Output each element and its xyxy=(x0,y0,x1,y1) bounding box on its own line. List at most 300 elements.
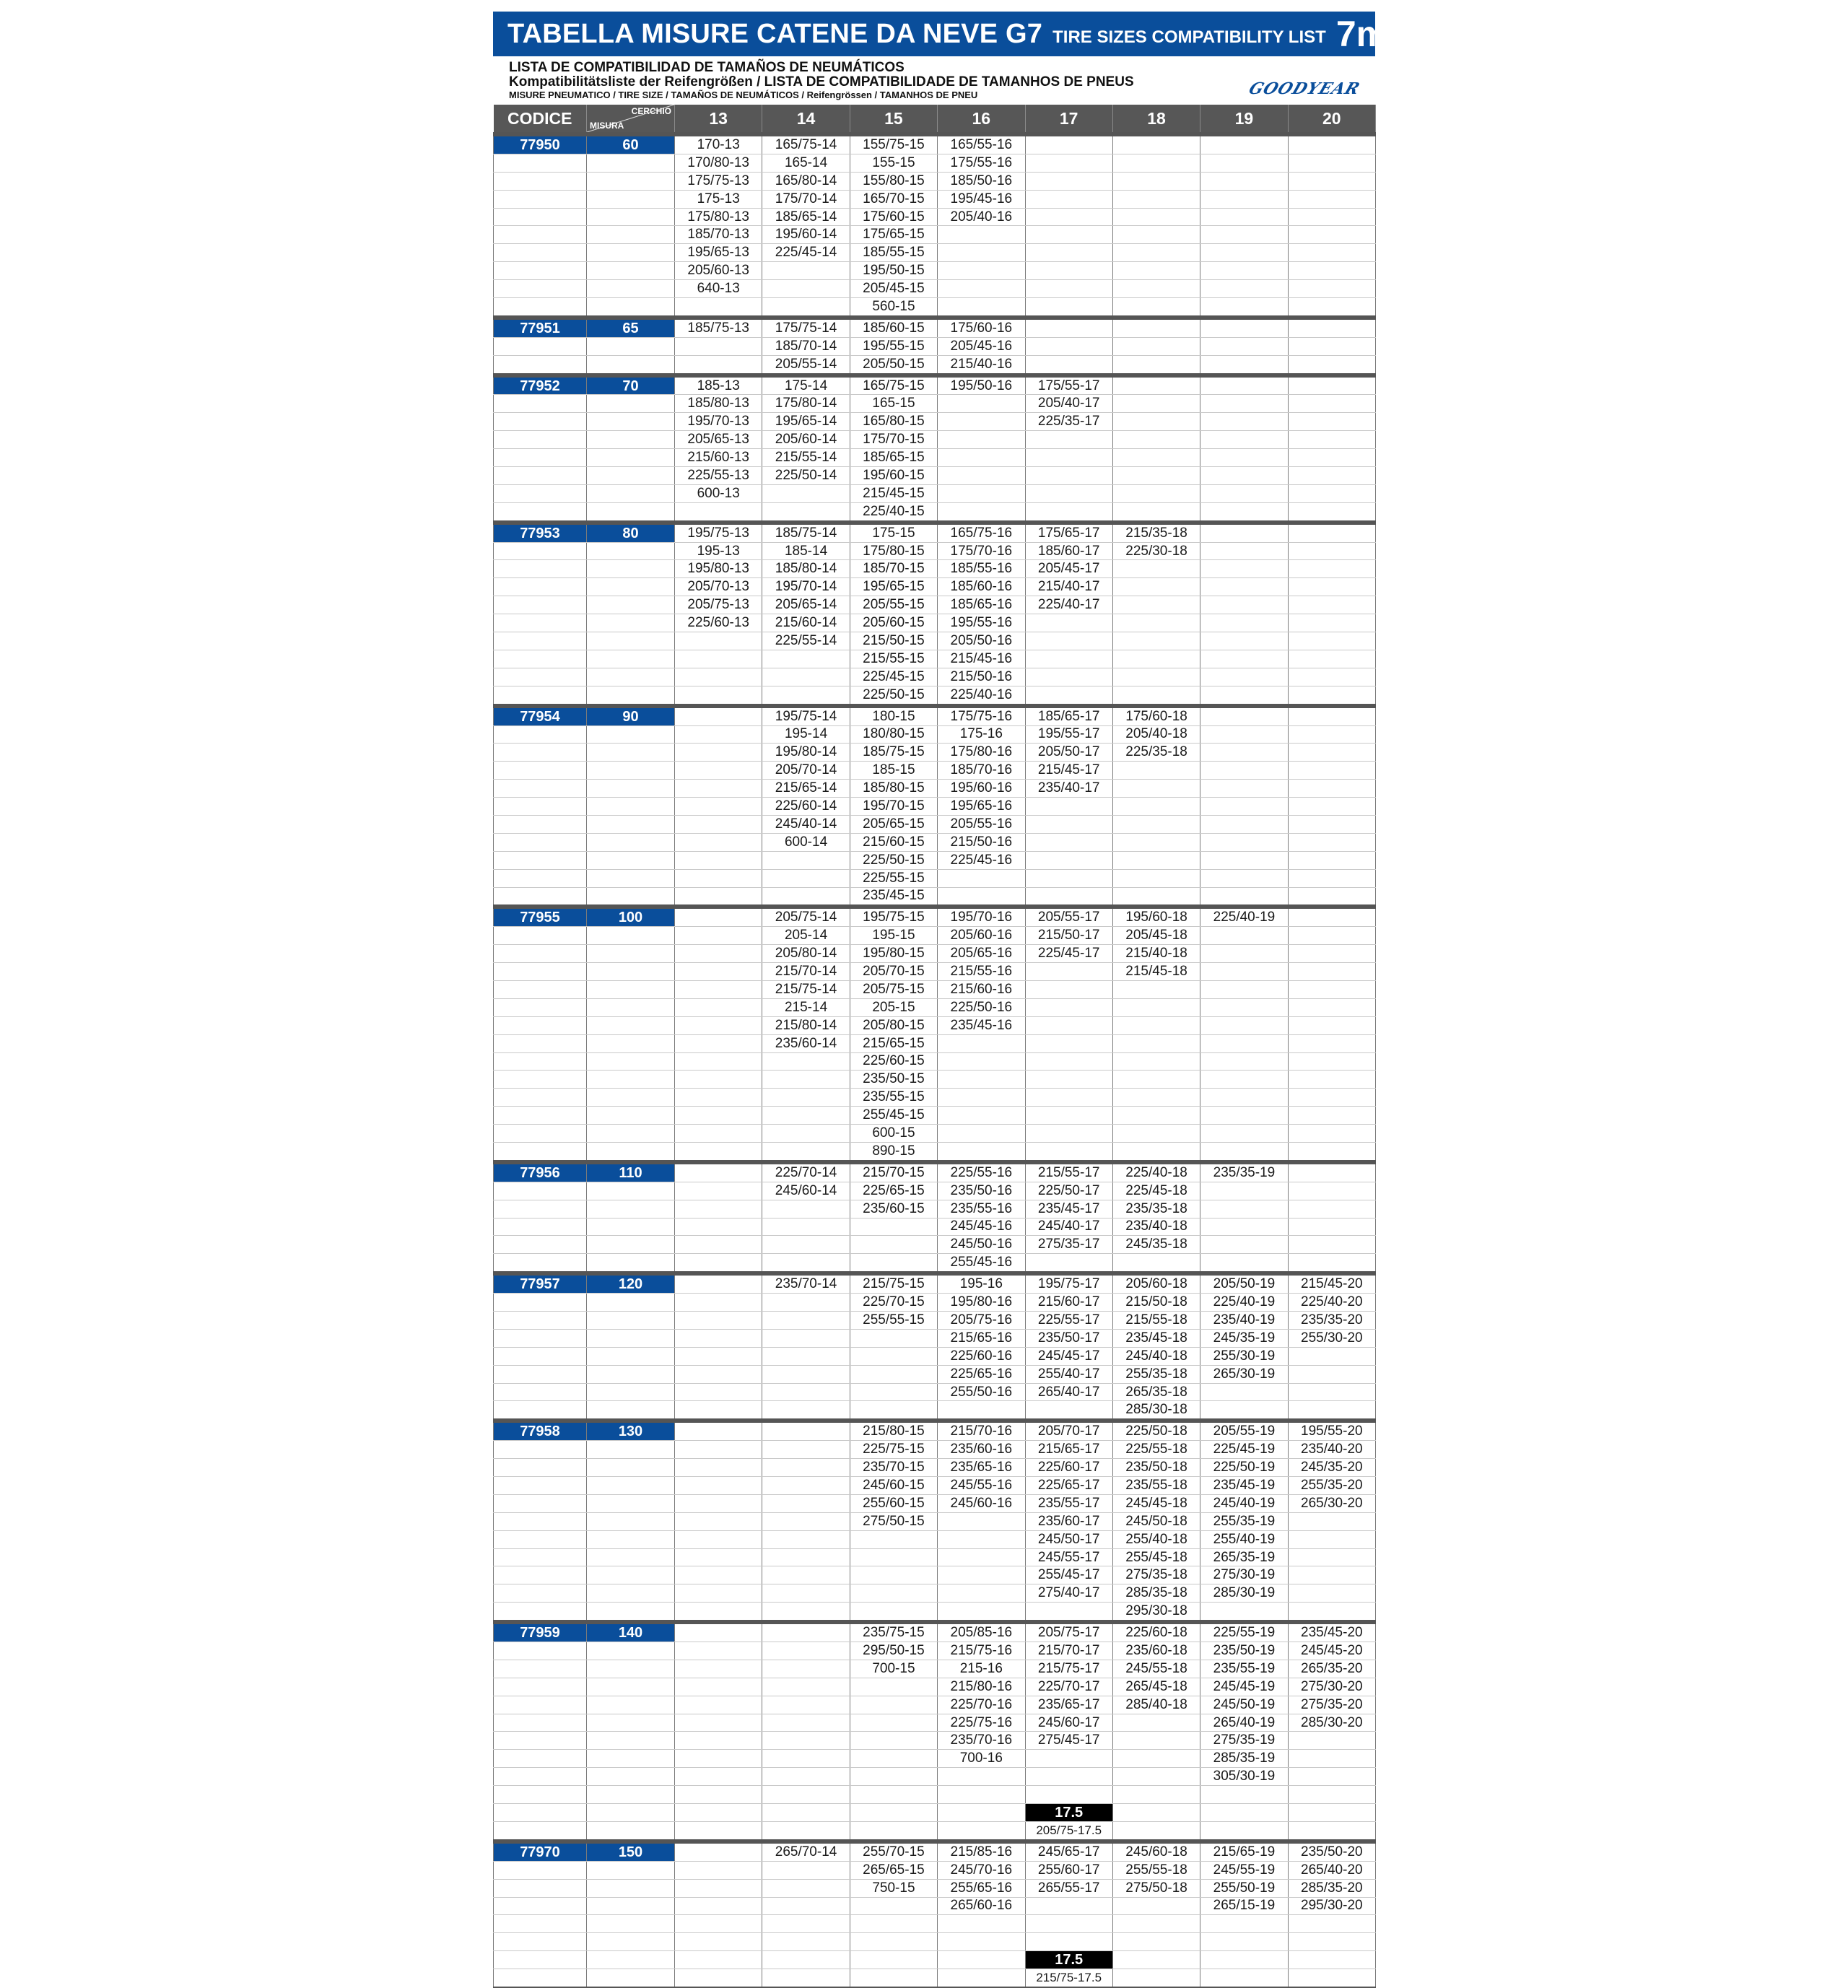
empty-cell xyxy=(1200,1603,1288,1622)
empty-cell xyxy=(762,1584,850,1603)
tire-size-cell: 225/45-18 xyxy=(1112,1182,1200,1200)
tire-size-cell: 245/70-16 xyxy=(938,1861,1025,1879)
table-row xyxy=(494,1459,1376,1477)
empty-cell xyxy=(1025,632,1112,650)
empty-cell xyxy=(1288,815,1375,833)
empty-cell xyxy=(494,1584,587,1603)
table-row xyxy=(494,686,1376,705)
empty-cell xyxy=(675,1421,762,1440)
tire-size-cell: 225/55-19 xyxy=(1200,1622,1288,1642)
empty-cell xyxy=(1025,1915,1112,1933)
tire-size-cell: 205/60-15 xyxy=(850,614,937,632)
empty-cell xyxy=(938,1566,1025,1584)
tire-size-cell: 245/60-16 xyxy=(938,1494,1025,1512)
table-row xyxy=(494,1660,1376,1678)
tire-size-cell: 235/60-16 xyxy=(938,1441,1025,1459)
empty-cell xyxy=(587,1879,675,1897)
empty-cell xyxy=(762,1879,850,1897)
empty-cell xyxy=(1112,887,1200,907)
empty-cell xyxy=(762,1459,850,1477)
empty-cell xyxy=(587,262,675,280)
tire-size-cell: 205/40-17 xyxy=(1025,395,1112,413)
empty-cell xyxy=(587,1089,675,1107)
tire-size-cell: 205/50-16 xyxy=(938,632,1025,650)
tire-size-cell: 205/55-17 xyxy=(1025,907,1112,926)
empty-cell xyxy=(587,1548,675,1566)
tire-size-cell: 600-13 xyxy=(675,484,762,502)
empty-cell xyxy=(762,484,850,502)
empty-cell xyxy=(1288,706,1375,725)
empty-cell xyxy=(1025,887,1112,907)
tire-size-cell: 215/85-16 xyxy=(938,1841,1025,1861)
empty-cell xyxy=(850,1401,937,1421)
tire-size-cell: 175/65-15 xyxy=(850,226,937,244)
tire-size-cell: 245/50-18 xyxy=(1112,1512,1200,1530)
empty-cell xyxy=(494,1016,587,1034)
empty-cell xyxy=(1200,887,1288,907)
empty-cell xyxy=(587,1365,675,1383)
tire-size-cell: 225/55-13 xyxy=(675,467,762,485)
empty-cell xyxy=(494,725,587,744)
empty-cell xyxy=(1112,1714,1200,1732)
empty-cell xyxy=(675,744,762,762)
empty-cell xyxy=(494,1089,587,1107)
empty-cell xyxy=(1112,1732,1200,1750)
rim-17-5-label: 17.5 xyxy=(1025,1804,1112,1822)
empty-cell xyxy=(494,1512,587,1530)
tire-size-cell: 165-15 xyxy=(850,395,937,413)
empty-cell xyxy=(1200,375,1288,395)
empty-cell xyxy=(675,1016,762,1034)
title-banner xyxy=(493,12,1421,56)
empty-cell xyxy=(1200,668,1288,686)
empty-cell xyxy=(1112,467,1200,485)
goodyear-logo: GOODYEAR xyxy=(1246,79,1363,98)
tire-size-cell: 285/35-20 xyxy=(1288,1879,1375,1897)
tire-size-cell: 195-15 xyxy=(850,927,937,945)
empty-cell xyxy=(762,1732,850,1750)
empty-cell xyxy=(587,1254,675,1273)
empty-cell xyxy=(1112,851,1200,869)
empty-cell xyxy=(494,1254,587,1273)
tire-size-cell: 215-16 xyxy=(938,1660,1025,1678)
empty-cell xyxy=(494,1459,587,1477)
empty-cell xyxy=(1200,502,1288,522)
empty-cell xyxy=(675,1125,762,1143)
empty-cell xyxy=(938,244,1025,262)
tire-size-cell: 195/65-13 xyxy=(675,244,762,262)
empty-cell xyxy=(1288,1548,1375,1566)
tire-size-cell: 205/55-16 xyxy=(938,815,1025,833)
empty-cell xyxy=(1288,1530,1375,1548)
tire-size-cell: 285/35-19 xyxy=(1200,1750,1288,1768)
tire-size-cell: 175/60-15 xyxy=(850,208,937,226)
empty-cell xyxy=(494,1714,587,1732)
empty-cell xyxy=(1288,1786,1375,1804)
empty-cell xyxy=(675,1530,762,1548)
empty-cell xyxy=(587,1016,675,1034)
empty-cell xyxy=(675,1933,762,1951)
tire-size-cell: 215/65-14 xyxy=(762,780,850,798)
table-row xyxy=(494,395,1376,413)
empty-cell xyxy=(1112,815,1200,833)
empty-cell xyxy=(1112,395,1200,413)
empty-cell xyxy=(587,998,675,1016)
empty-cell xyxy=(1112,1786,1200,1804)
tire-size-cell: 235/40-20 xyxy=(1288,1441,1375,1459)
section-header-row xyxy=(494,1421,1376,1440)
empty-cell xyxy=(1288,1821,1375,1841)
tire-size-cell: 245/60-14 xyxy=(762,1182,850,1200)
empty-cell xyxy=(1025,1603,1112,1622)
empty-cell xyxy=(675,1786,762,1804)
tire-size-cell: 275/30-19 xyxy=(1200,1566,1288,1584)
tire-size-cell: 195-13 xyxy=(675,542,762,560)
empty-cell xyxy=(494,431,587,449)
table-row xyxy=(494,413,1376,431)
table-row xyxy=(494,1071,1376,1089)
empty-cell xyxy=(1288,725,1375,744)
empty-cell xyxy=(675,650,762,668)
tire-size-cell: 225/45-19 xyxy=(1200,1441,1288,1459)
empty-cell xyxy=(762,1861,850,1879)
empty-cell xyxy=(1288,318,1375,337)
empty-cell xyxy=(1200,815,1288,833)
empty-cell xyxy=(587,395,675,413)
empty-cell xyxy=(1200,355,1288,375)
tire-size-cell: 255/50-19 xyxy=(1200,1879,1288,1897)
tire-size-cell: 235/60-18 xyxy=(1112,1642,1200,1660)
tire-size-cell: 215/55-18 xyxy=(1112,1312,1200,1330)
table-row xyxy=(494,1897,1376,1915)
empty-cell xyxy=(762,1821,850,1841)
empty-cell xyxy=(1200,945,1288,963)
subtitle-de-pt: Kompatibilitätsliste der Reifengrößen / LISTA DE COMPATIBILIDADE DE TAMANHOS DE PNEUS xyxy=(509,74,1134,90)
table-row xyxy=(494,1236,1376,1254)
empty-cell xyxy=(675,1603,762,1622)
table-row xyxy=(494,1125,1376,1143)
empty-cell xyxy=(494,1642,587,1660)
tire-size-cell: 185/80-14 xyxy=(762,560,850,578)
empty-cell xyxy=(1200,1071,1288,1089)
empty-cell xyxy=(587,449,675,467)
empty-cell xyxy=(1288,963,1375,981)
empty-cell xyxy=(587,280,675,298)
tire-size-cell: 185/60-16 xyxy=(938,578,1025,596)
empty-cell xyxy=(850,1750,937,1768)
tire-size-cell: 235/60-17 xyxy=(1025,1512,1112,1530)
empty-cell xyxy=(587,172,675,190)
table-row xyxy=(494,1383,1376,1401)
empty-cell xyxy=(587,1142,675,1161)
empty-cell xyxy=(762,1566,850,1584)
empty-cell xyxy=(675,1841,762,1861)
empty-cell xyxy=(494,632,587,650)
empty-cell xyxy=(1025,1768,1112,1786)
tire-size-cell: 215/75-16 xyxy=(938,1642,1025,1660)
table-row xyxy=(494,596,1376,614)
tire-size-cell: 225/60-17 xyxy=(1025,1459,1112,1477)
table-row xyxy=(494,431,1376,449)
empty-cell xyxy=(675,1273,762,1293)
tire-size-cell: 215/70-15 xyxy=(850,1162,937,1182)
empty-cell xyxy=(762,1441,850,1459)
empty-cell xyxy=(762,1804,850,1822)
empty-cell xyxy=(494,1477,587,1495)
empty-cell xyxy=(587,1750,675,1768)
table-row xyxy=(494,1821,1376,1841)
tire-size-cell: 245/60-15 xyxy=(850,1477,937,1495)
tire-size-cell: 175/70-14 xyxy=(762,190,850,208)
empty-cell xyxy=(938,1786,1025,1804)
tire-size-cell: 185-15 xyxy=(850,762,937,780)
table-row xyxy=(494,998,1376,1016)
tire-size-cell: 195/45-16 xyxy=(938,190,1025,208)
tire-size-cell: 165/80-15 xyxy=(850,413,937,431)
misura-cerchio-header xyxy=(587,105,675,134)
empty-cell xyxy=(1288,1034,1375,1052)
empty-cell xyxy=(587,1125,675,1143)
empty-cell xyxy=(762,668,850,686)
empty-cell xyxy=(1025,134,1112,154)
empty-cell xyxy=(1288,614,1375,632)
empty-cell xyxy=(494,1182,587,1200)
empty-cell xyxy=(675,945,762,963)
empty-cell xyxy=(1288,1162,1375,1182)
tire-size-cell: 225/70-17 xyxy=(1025,1678,1112,1696)
subtitle-block xyxy=(493,56,1375,105)
empty-cell xyxy=(1288,1768,1375,1786)
tire-size-cell: 305/30-19 xyxy=(1200,1768,1288,1786)
tire-size-cell: 185/65-17 xyxy=(1025,706,1112,725)
table-row xyxy=(494,1052,1376,1071)
empty-cell xyxy=(675,1441,762,1459)
tire-size-cell: 215/55-14 xyxy=(762,449,850,467)
section-header-row xyxy=(494,1273,1376,1293)
table-row xyxy=(494,945,1376,963)
empty-cell xyxy=(1200,172,1288,190)
empty-cell xyxy=(587,762,675,780)
tire-size-cell: 225/45-14 xyxy=(762,244,850,262)
empty-cell xyxy=(587,980,675,998)
tire-size-cell: 225/65-15 xyxy=(850,1182,937,1200)
table-row xyxy=(494,851,1376,869)
empty-cell xyxy=(1288,431,1375,449)
chain-code: 77957 xyxy=(494,1273,587,1293)
tire-size-cell: 205-14 xyxy=(762,927,850,945)
empty-cell xyxy=(494,596,587,614)
table-row xyxy=(494,484,1376,502)
table-row xyxy=(494,1861,1376,1879)
tire-size-cell: 235/65-17 xyxy=(1025,1696,1112,1714)
empty-cell xyxy=(762,1897,850,1915)
tire-size-cell: 215-14 xyxy=(762,998,850,1016)
empty-cell xyxy=(1025,1107,1112,1125)
empty-cell xyxy=(587,1768,675,1786)
thickness-label: 7mm xyxy=(1335,14,1421,54)
empty-cell xyxy=(494,226,587,244)
empty-cell xyxy=(1200,980,1288,998)
empty-cell xyxy=(587,1861,675,1879)
tire-size-cell: 275/50-15 xyxy=(850,1512,937,1530)
empty-cell xyxy=(1025,467,1112,485)
empty-cell xyxy=(494,1365,587,1383)
empty-cell xyxy=(1200,337,1288,355)
empty-cell xyxy=(494,851,587,869)
table-row xyxy=(494,1786,1376,1804)
empty-cell xyxy=(938,484,1025,502)
empty-cell xyxy=(1025,1071,1112,1089)
empty-cell xyxy=(762,1969,850,1987)
empty-cell xyxy=(938,1089,1025,1107)
tire-size-cell: 205/75-17.5 xyxy=(1025,1821,1112,1841)
empty-cell xyxy=(762,686,850,705)
tire-size-cell: 225/70-14 xyxy=(762,1162,850,1182)
tire-size-cell: 255/55-15 xyxy=(850,1312,937,1330)
tire-size-cell: 165/80-14 xyxy=(762,172,850,190)
empty-cell xyxy=(675,1089,762,1107)
empty-cell xyxy=(762,851,850,869)
tire-size-cell: 170-13 xyxy=(675,134,762,154)
table-row xyxy=(494,1642,1376,1660)
empty-cell xyxy=(1288,542,1375,560)
tire-size-cell: 225/60-13 xyxy=(675,614,762,632)
empty-cell xyxy=(938,1933,1025,1951)
tire-size-cell: 165/75-14 xyxy=(762,134,850,154)
empty-cell xyxy=(1025,502,1112,522)
empty-cell xyxy=(494,1441,587,1459)
empty-cell xyxy=(587,1804,675,1822)
tire-size-cell: 235/40-18 xyxy=(1112,1218,1200,1236)
empty-cell xyxy=(1200,1125,1288,1143)
empty-cell xyxy=(494,1071,587,1089)
empty-cell xyxy=(762,1125,850,1143)
empty-cell xyxy=(938,1804,1025,1822)
section-header-row xyxy=(494,134,1376,154)
empty-cell xyxy=(1112,1034,1200,1052)
empty-cell xyxy=(1288,467,1375,485)
table-row xyxy=(494,1915,1376,1933)
empty-cell xyxy=(494,650,587,668)
tire-size-cell: 185/65-16 xyxy=(938,596,1025,614)
empty-cell xyxy=(587,1441,675,1459)
empty-cell xyxy=(1288,298,1375,318)
tire-size-cell: 225/40-17 xyxy=(1025,596,1112,614)
empty-cell xyxy=(938,226,1025,244)
empty-cell xyxy=(494,1494,587,1512)
empty-cell xyxy=(494,963,587,981)
empty-cell xyxy=(938,1951,1025,1969)
empty-cell xyxy=(675,833,762,851)
empty-cell xyxy=(762,1696,850,1714)
empty-cell xyxy=(762,1347,850,1365)
empty-cell xyxy=(762,280,850,298)
empty-cell xyxy=(1025,154,1112,172)
empty-cell xyxy=(675,298,762,318)
tire-size-cell: 175-15 xyxy=(850,523,937,542)
table-row xyxy=(494,154,1376,172)
empty-cell xyxy=(675,1714,762,1732)
empty-cell xyxy=(1288,523,1375,542)
empty-cell xyxy=(1200,998,1288,1016)
empty-cell xyxy=(494,1933,587,1951)
empty-cell xyxy=(675,1034,762,1052)
empty-cell xyxy=(675,668,762,686)
empty-cell xyxy=(675,1548,762,1566)
tire-size-cell: 205/50-19 xyxy=(1200,1273,1288,1293)
tire-size-cell: 175/80-13 xyxy=(675,208,762,226)
tire-size-cell: 185/75-13 xyxy=(675,318,762,337)
empty-cell xyxy=(494,262,587,280)
tire-size-cell: 235/55-18 xyxy=(1112,1477,1200,1495)
tire-size-cell: 215/60-14 xyxy=(762,614,850,632)
tire-size-cell: 235/45-18 xyxy=(1112,1329,1200,1347)
empty-cell xyxy=(1112,190,1200,208)
tire-size-cell: 215/55-17 xyxy=(1025,1162,1112,1182)
tire-size-cell: 275/50-18 xyxy=(1112,1879,1200,1897)
chain-code: 77958 xyxy=(494,1421,587,1440)
empty-cell xyxy=(587,578,675,596)
empty-cell xyxy=(1112,355,1200,375)
empty-cell xyxy=(850,1951,937,1969)
empty-cell xyxy=(1200,395,1288,413)
empty-cell xyxy=(494,686,587,705)
empty-cell xyxy=(1112,596,1200,614)
empty-cell xyxy=(494,542,587,560)
tire-size-cell: 185/55-16 xyxy=(938,560,1025,578)
codice-header: CODICE xyxy=(494,105,587,134)
empty-cell xyxy=(675,1182,762,1200)
empty-cell xyxy=(938,280,1025,298)
tire-size-cell: 215/40-17 xyxy=(1025,578,1112,596)
empty-cell xyxy=(1200,431,1288,449)
empty-cell xyxy=(850,1347,937,1365)
empty-cell xyxy=(1200,762,1288,780)
empty-cell xyxy=(587,1107,675,1125)
tire-size-cell: 245/55-18 xyxy=(1112,1660,1200,1678)
empty-cell xyxy=(494,780,587,798)
table-row xyxy=(494,1494,1376,1512)
table-row xyxy=(494,815,1376,833)
empty-cell xyxy=(494,1401,587,1421)
tire-size-cell: 265/35-20 xyxy=(1288,1660,1375,1678)
chain-misura: 65 xyxy=(587,318,675,337)
empty-cell xyxy=(587,1401,675,1421)
tire-size-cell: 265/15-19 xyxy=(1200,1897,1288,1915)
empty-cell xyxy=(1025,963,1112,981)
empty-cell xyxy=(587,668,675,686)
empty-cell xyxy=(587,1347,675,1365)
table-row xyxy=(494,502,1376,522)
empty-cell xyxy=(494,1034,587,1052)
empty-cell xyxy=(1025,431,1112,449)
tire-size-cell: 225/45-16 xyxy=(938,851,1025,869)
table-row xyxy=(494,1218,1376,1236)
empty-cell xyxy=(938,467,1025,485)
tire-size-cell: 600-14 xyxy=(762,833,850,851)
table-row xyxy=(494,226,1376,244)
empty-cell xyxy=(1112,560,1200,578)
empty-cell xyxy=(1288,668,1375,686)
empty-cell xyxy=(1288,1512,1375,1530)
empty-cell xyxy=(494,395,587,413)
empty-cell xyxy=(762,502,850,522)
tire-size-cell: 560-15 xyxy=(850,298,937,318)
empty-cell xyxy=(587,208,675,226)
empty-cell xyxy=(675,1584,762,1603)
empty-cell xyxy=(1112,998,1200,1016)
tire-size-cell: 265/65-15 xyxy=(850,1861,937,1879)
